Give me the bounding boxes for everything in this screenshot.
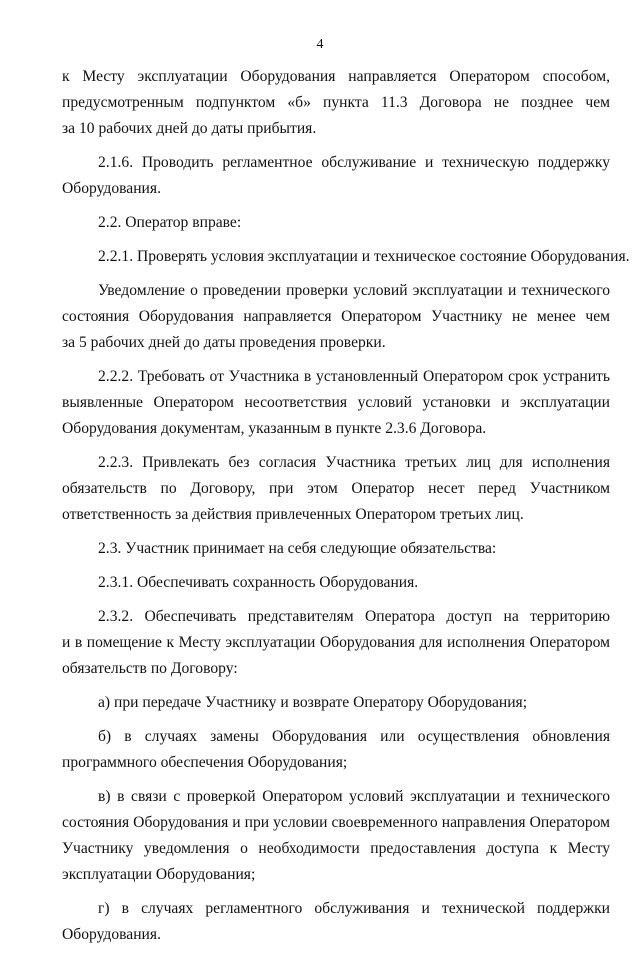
text-line: к Месту эксплуатации Оборудования направляется Оператором способом, xyxy=(62,68,610,85)
text-line: 2.2. Оператор вправе: xyxy=(98,214,242,231)
text-line: Оборудования. xyxy=(62,180,161,197)
text-line: эксплуатации Оборудования; xyxy=(62,866,256,883)
text-line: ответственность за действия привлеченных Оператором третьих лиц. xyxy=(62,506,524,523)
text-line: в) в связи с проверкой Оператором условий эксплуатации и технического xyxy=(98,788,610,805)
paragraph xyxy=(62,896,610,948)
text-line: за 10 рабочих дней до даты прибытия. xyxy=(62,120,317,137)
text-line: 2.3.1. Обеспечивать сохранность Оборудования. xyxy=(98,574,419,591)
paragraph xyxy=(62,784,610,888)
text-line: Уведомление о проведении проверки условий эксплуатации и технического xyxy=(98,282,610,299)
document-body xyxy=(62,64,630,956)
text-line: выявленные Оператором несоответствия условий установки и эксплуатации xyxy=(62,394,610,411)
paragraph xyxy=(62,450,610,528)
text-line: 2.2.3. Привлекать без согласия Участника третьих лиц для исполнения xyxy=(98,454,610,471)
text-line: 2.2.1. Проверять условия эксплуатации и техническое состояние Оборудования. xyxy=(98,248,630,265)
text-line: состояния Оборудования и при условии своевременного направления Оператором xyxy=(62,814,610,831)
text-line: за 5 рабочих дней до даты проведения проверки. xyxy=(62,334,386,351)
page-number: 4 xyxy=(316,37,324,52)
paragraph xyxy=(62,278,610,356)
text-line: Оборудования. xyxy=(62,926,161,943)
text-line: обязательств по Договору: xyxy=(62,660,238,677)
paragraph xyxy=(62,210,610,236)
text-line: и в помещение к Месту эксплуатации Оборудования для исполнения Оператором xyxy=(62,634,610,651)
text-line: 2.1.6. Проводить регламентное обслуживание и техническую поддержку xyxy=(98,154,610,171)
paragraph xyxy=(62,150,610,202)
text-line: 2.3.2. Обеспечивать представителям Оператора доступ на территорию xyxy=(98,608,610,625)
paragraph xyxy=(62,244,630,270)
text-line: 2.3. Участник принимает на себя следующие обязательства: xyxy=(98,540,497,557)
paragraph xyxy=(62,570,610,596)
text-line: состояния Оборудования направляется Оператором Участнику не менее чем xyxy=(62,308,610,325)
text-line: г) в случаях регламентного обслуживания и технической поддержки xyxy=(98,900,610,917)
paragraph xyxy=(62,536,610,562)
text-line: Оборудования документам, указанным в пункте 2.3.6 Договора. xyxy=(62,420,487,437)
paragraph xyxy=(62,64,610,142)
text-line: Участнику уведомления о необходимости предоставления доступа к Месту xyxy=(62,840,610,857)
paragraph xyxy=(62,690,610,716)
text-line: предусмотренным подпунктом «б» пункта 11.3 Договора не позднее чем xyxy=(62,94,610,111)
paragraph xyxy=(62,604,610,682)
text-line: обязательств по Договору, при этом Оператор несет перед Участником xyxy=(62,480,610,497)
paragraph xyxy=(62,724,610,776)
text-line: а) при передаче Участнику и возврате Оператору Оборудования; xyxy=(98,694,528,711)
text-line: б) в случаях замены Оборудования или осуществления обновления xyxy=(98,728,610,745)
paragraph xyxy=(62,364,610,442)
text-line: 2.2.2. Требовать от Участника в установленный Оператором срок устранить xyxy=(98,368,610,385)
text-line: программного обеспечения Оборудования; xyxy=(62,754,348,771)
